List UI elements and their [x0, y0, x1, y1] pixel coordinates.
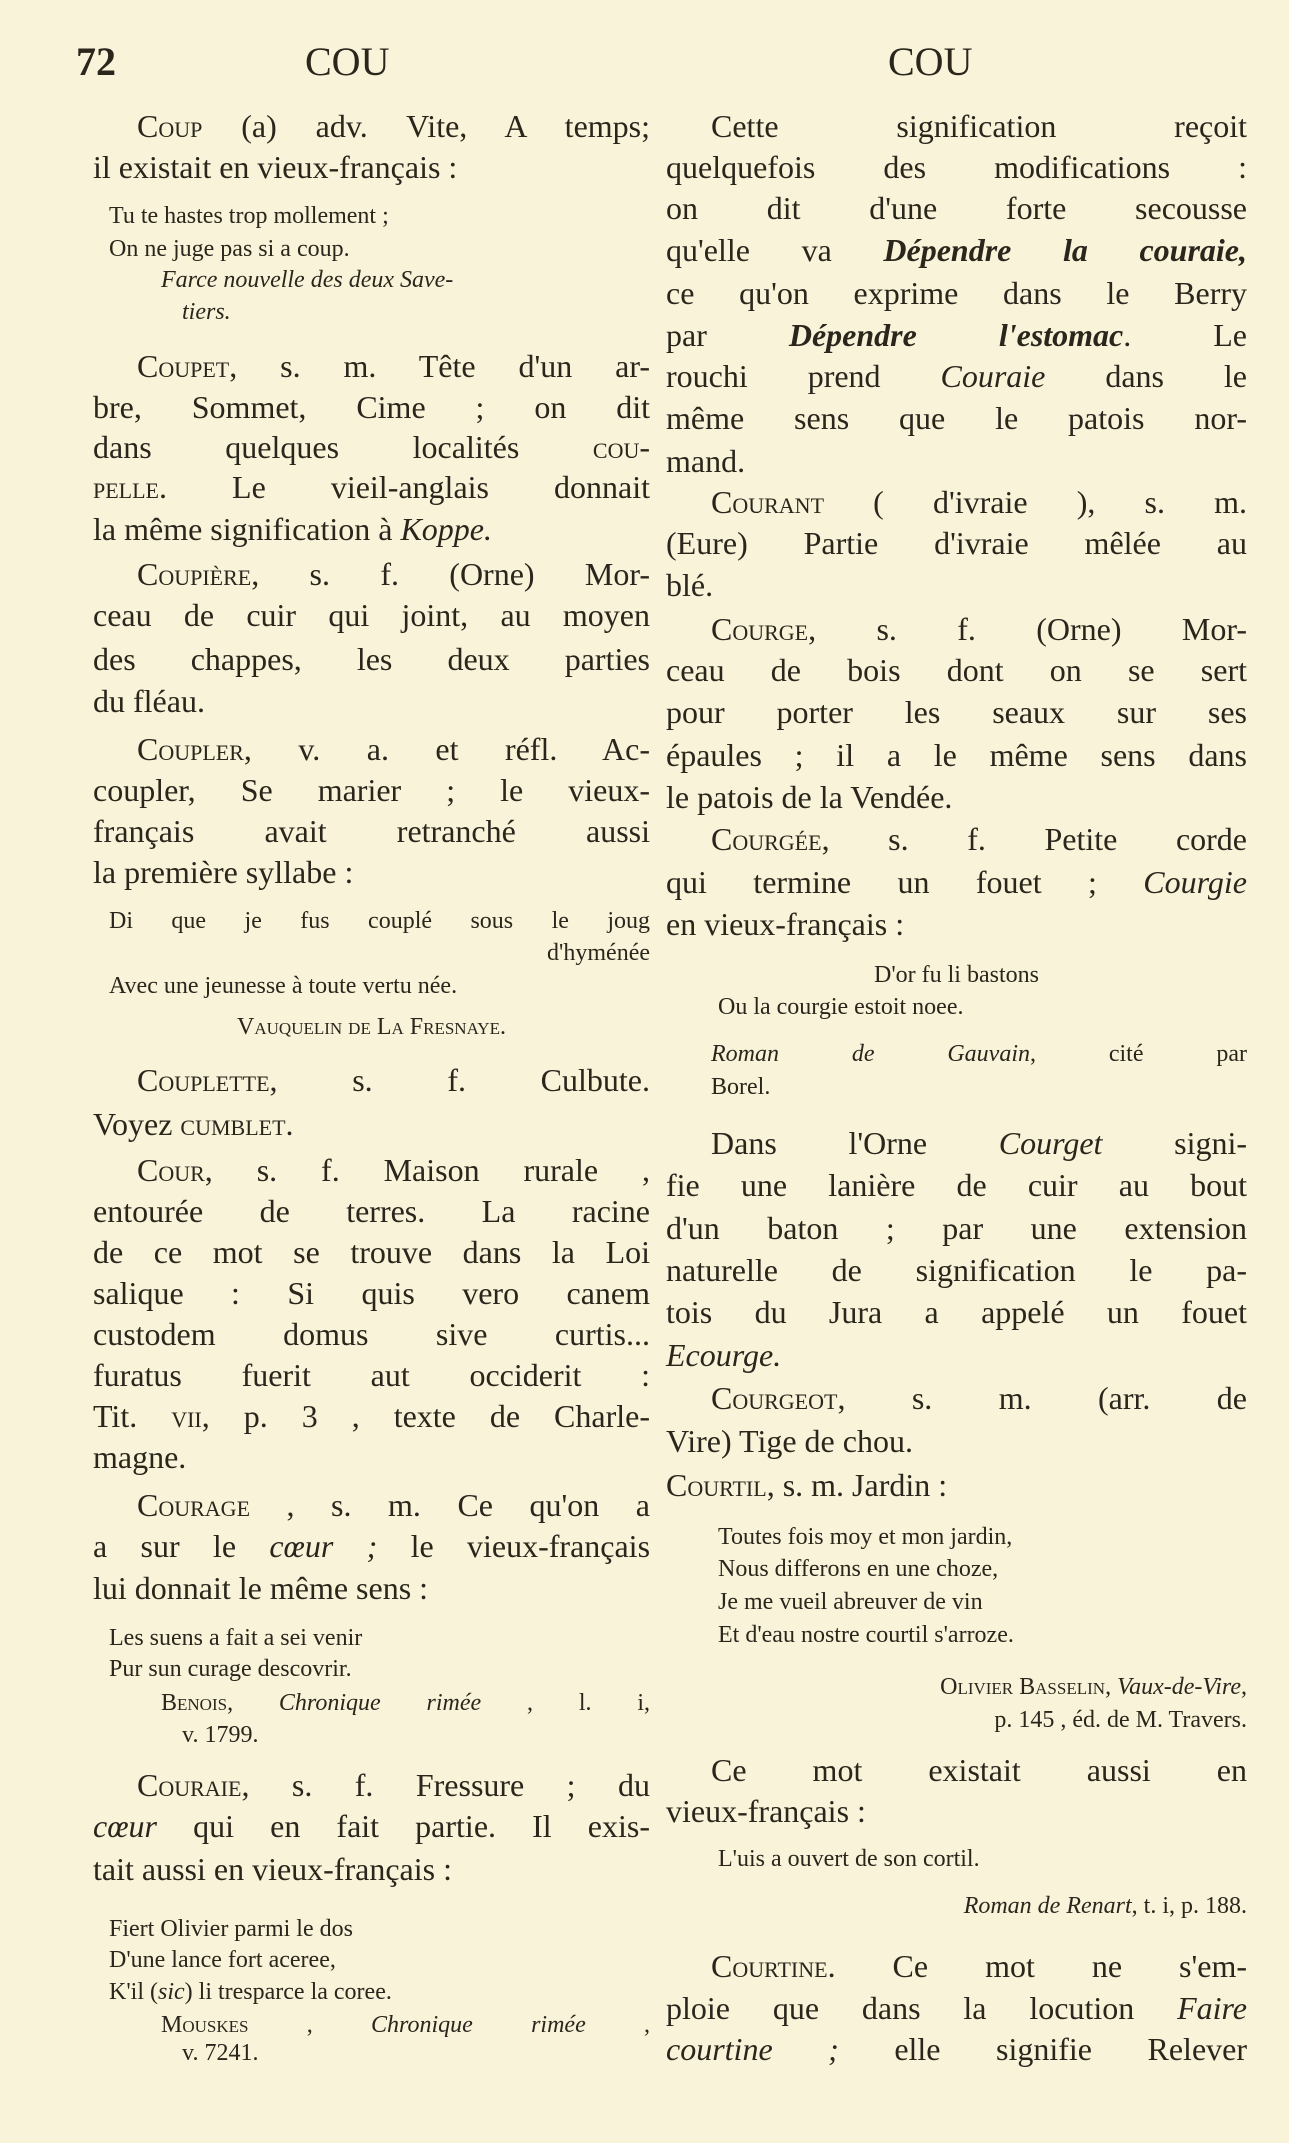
text-line [666, 1335, 1247, 1375]
text-segment: de ce mot se trouve dans la Loi [93, 1234, 650, 1271]
text-segment: Toutes fois moy et mon jardin, [718, 1523, 1013, 1550]
text-segment: quelquefois des modifications : [666, 148, 1247, 185]
headword: Mouskes [161, 2011, 249, 2038]
text-segment: , t. i, p. 188. [1131, 1892, 1247, 1919]
text-segment: D'or fu li bastons [874, 961, 1039, 988]
running-head-left: COU [305, 39, 390, 84]
text-segment: , [1241, 1673, 1247, 1700]
text-line [93, 1060, 650, 1100]
headword: Courage [137, 1487, 251, 1524]
text-segment: d'hyménée [547, 939, 650, 966]
text-segment: du fléau. [93, 683, 205, 720]
text-line [93, 639, 650, 679]
page-number: 72 [76, 39, 116, 84]
text-segment: , s. f. Fressure ; du [241, 1767, 650, 1804]
text-segment: le patois de la Vendée. [666, 778, 953, 815]
text-segment: des chappes, les deux parties [93, 640, 650, 677]
headword: Couraie [137, 1767, 242, 1804]
text-line [666, 777, 1247, 817]
italic-text: Chronique rimée [278, 1690, 482, 1717]
text-segment: tois du Jura a appelé un fouet [666, 1294, 1247, 1331]
text-segment: dans le [1045, 357, 1247, 394]
text-line [93, 467, 650, 507]
text-line [666, 230, 1247, 270]
text-segment: , [227, 1690, 279, 1717]
text-segment: Ou la courgie estoit noee. [718, 994, 964, 1021]
headword: Coupler [137, 731, 244, 768]
text-segment: mand. [666, 442, 746, 479]
headword: cou- [592, 429, 650, 465]
headword: Cour [137, 1152, 205, 1189]
text-segment: elle signifie Relever [838, 2031, 1248, 2068]
text-segment: Dans l'Orne [711, 1124, 999, 1161]
text-segment: , l. i, [481, 1690, 651, 1717]
text-line [666, 609, 1247, 649]
text-line [93, 1765, 650, 1805]
text-line [666, 862, 1247, 902]
text-segment: magne. [93, 1439, 187, 1476]
quotation-line [666, 1522, 1247, 1552]
citation-line [666, 1705, 1247, 1735]
text-line [93, 509, 650, 549]
text-segment: p. 145 , éd. de M. Travers. [994, 1706, 1247, 1733]
text-line [666, 482, 1247, 522]
text-segment: en vieux-français : [666, 906, 905, 943]
italic-text: tiers. [182, 298, 231, 325]
text-segment: , cité par [1030, 1040, 1247, 1067]
text-line [93, 770, 650, 810]
text-line [93, 147, 650, 187]
text-segment: Avec une jeunesse à toute vertu née. [109, 972, 458, 999]
headword: Courtine [711, 1947, 828, 1984]
text-segment: il existait en vieux-français : [93, 148, 458, 185]
text-line [93, 106, 650, 146]
text-line [666, 1421, 1247, 1461]
text-line [93, 1273, 650, 1313]
text-segment: . Ce mot ne s'em- [827, 1947, 1247, 1984]
text-segment: qu'elle va [666, 232, 884, 269]
text-segment: bre, Sommet, Cime ; on dit [93, 389, 650, 426]
text-line [666, 147, 1247, 187]
text-segment: naturelle de signification le pa- [666, 1251, 1247, 1288]
text-segment: On ne juge pas si a coup. [109, 235, 350, 262]
text-segment: . Le [1123, 316, 1247, 353]
italic-text: Farce nouvelle des deux Save- [161, 267, 454, 294]
text-segment: signi- [1102, 1124, 1247, 1161]
italic-text: Courgie [1143, 863, 1247, 900]
text-segment: Cette signification reçoit [711, 107, 1247, 144]
citation-line [93, 2038, 650, 2068]
text-line [666, 1465, 1247, 1505]
quotation-line [93, 1914, 650, 1944]
quotation-line [666, 992, 1247, 1022]
text-line [666, 398, 1247, 438]
text-segment: ploie que dans la locution [666, 1990, 1178, 2027]
text-segment: qui termine un fouet ; [666, 863, 1144, 900]
text-segment: . Le vieil-anglais donnait [159, 468, 650, 505]
headword: Olivier Basselin [940, 1673, 1106, 1700]
text-segment: v. 1799. [182, 1721, 259, 1748]
text-line [93, 346, 650, 386]
citation-line [93, 1012, 650, 1042]
headword: Courtil [666, 1466, 767, 1503]
text-line [93, 554, 650, 594]
text-segment: ce qu'on exprime dans le Berry [666, 274, 1247, 311]
text-line [666, 188, 1247, 228]
text-segment: dans quelques localités [93, 429, 593, 465]
citation-line [93, 1688, 650, 1718]
text-segment: , s. f. Petite corde [821, 821, 1247, 858]
text-segment: , s. f. Maison rurale , [204, 1152, 650, 1189]
text-line [666, 273, 1247, 313]
text-line [93, 1437, 650, 1477]
text-segment: D'une lance fort aceree, [109, 1947, 336, 1974]
text-segment: ) li tresparce la coree. [184, 1978, 392, 2005]
headword: Courant [711, 483, 825, 520]
text-line [666, 315, 1247, 355]
text-line [93, 1526, 650, 1566]
italic-text: Dépendre la couraie, [883, 232, 1247, 269]
text-segment: Vire) Tige de chou. [666, 1422, 913, 1459]
headword: pelle [93, 468, 159, 505]
text-line [666, 1165, 1247, 1205]
italic-text: cœur [93, 1808, 157, 1845]
text-line [93, 1568, 650, 1608]
italic-text: Roman de Gauvain [711, 1040, 1030, 1067]
text-segment: Tu te hastes trop mollement ; [109, 202, 389, 229]
text-segment: la même signification à [93, 511, 401, 548]
text-line [93, 1191, 650, 1231]
text-segment: , [585, 2011, 651, 2038]
text-segment: , s. m. (arr. de [837, 1380, 1247, 1417]
text-segment: Borel. [711, 1073, 771, 1100]
headword: Benois [161, 1690, 228, 1717]
text-line [666, 2029, 1247, 2069]
citation-line [666, 1039, 1247, 1069]
text-segment: custodem domus sive curtis... [93, 1316, 650, 1353]
text-line [666, 692, 1247, 732]
text-segment: Fiert Olivier parmi le dos [109, 1915, 353, 1942]
text-line [93, 1104, 650, 1144]
text-segment: , v. a. et réfl. Ac- [243, 731, 650, 768]
text-segment: ceau de bois dont on se sert [666, 651, 1247, 688]
text-line [666, 819, 1247, 859]
text-segment: vieux-français : [666, 1793, 866, 1830]
text-segment: épaules ; il a le même sens dans [666, 736, 1247, 773]
text-line [93, 852, 650, 892]
quotation-line [93, 1623, 650, 1653]
text-segment: , s. f. (Orne) Mor- [808, 610, 1247, 647]
quotation-line [666, 960, 1247, 990]
citation-line [93, 265, 650, 295]
citation-line [93, 297, 650, 327]
text-line [666, 1988, 1247, 2028]
quotation-line [666, 1554, 1247, 1584]
text-line [666, 1123, 1247, 1163]
quotation-line [93, 201, 650, 231]
text-segment: , [1105, 1673, 1118, 1700]
italic-text: sic [157, 1978, 185, 2005]
text-segment: d'un baton ; par une extension [666, 1209, 1247, 1246]
headword: Courgeot [711, 1380, 838, 1417]
text-segment: Et d'eau nostre courtil s'arroze. [718, 1621, 1014, 1648]
text-line [666, 735, 1247, 775]
italic-text: Koppe. [400, 511, 492, 548]
text-segment: pour porter les seaux sur ses [666, 694, 1247, 731]
italic-text: Roman de Renart [963, 1892, 1132, 1919]
text-segment: a sur le [93, 1528, 270, 1565]
text-segment: entourée de terres. La racine [93, 1193, 650, 1230]
text-line [93, 427, 650, 467]
text-segment: ceau de cuir qui joint, au moyen [93, 597, 650, 634]
text-segment: Tit. [93, 1398, 172, 1435]
italic-text: Couraie [940, 357, 1046, 394]
text-segment: lui donnait le même sens : [93, 1570, 429, 1607]
text-segment: on dit d'une forte secousse [666, 189, 1247, 226]
text-segment: , s. f. (Orne) Mor- [251, 556, 650, 593]
text-segment: Voyez [93, 1105, 181, 1142]
headword: Couplette [137, 1061, 270, 1098]
running-head-right: COU [888, 39, 973, 84]
quotation-line [93, 1654, 650, 1684]
citation-line [93, 1720, 650, 1750]
text-line [666, 1378, 1247, 1418]
headword: cumblet. [180, 1105, 294, 1142]
italic-text: Chronique rimée [371, 2011, 586, 2038]
text-line [93, 811, 650, 851]
text-line [666, 1292, 1247, 1332]
text-line [666, 106, 1247, 146]
headword: Courgée [711, 821, 822, 858]
text-line [93, 595, 650, 635]
text-segment: L'uis a ouvert de son cortil. [718, 1846, 980, 1873]
quotation-line [93, 234, 650, 264]
text-line [666, 904, 1247, 944]
text-segment: furatus fuerit aut occiderit : [93, 1357, 650, 1394]
text-segment: , s. m. Tête d'un ar- [229, 348, 650, 385]
text-line [93, 1849, 650, 1889]
citation-line [666, 1672, 1247, 1702]
headword: Courge [711, 610, 809, 647]
text-segment: , [248, 2011, 372, 2038]
italic-text: Courget [998, 1124, 1103, 1161]
headword: Coupière [137, 556, 252, 593]
text-segment: fie une lanière de cuir au bout [666, 1167, 1247, 1204]
text-segment: Di que je fus couplé sous le joug [109, 908, 650, 935]
text-line [93, 387, 650, 427]
text-line [666, 565, 1247, 605]
text-line [93, 729, 650, 769]
citation-line [666, 1072, 1247, 1102]
text-segment: , s. m. Jardin : [766, 1466, 948, 1503]
quotation-line [93, 938, 650, 968]
text-segment: (Eure) Partie d'ivraie mêlée au [666, 524, 1247, 561]
text-segment: , s. f. Culbute. [269, 1061, 650, 1098]
italic-text: courtine ; [666, 2031, 839, 2068]
text-segment: qui en fait partie. Il exis- [157, 1808, 650, 1845]
italic-text: Dépendre l'estomac [788, 316, 1124, 353]
citation-line [93, 2010, 650, 2040]
text-segment: salique : Si quis vero canem [93, 1275, 650, 1312]
text-line [93, 1232, 650, 1272]
text-line [666, 523, 1247, 563]
text-line [93, 1485, 650, 1525]
text-line [666, 1946, 1247, 1986]
text-segment: Nous differons en une choze, [718, 1556, 999, 1583]
text-line [93, 1806, 650, 1846]
text-segment: le vieux-français [377, 1528, 651, 1565]
italic-text: Faire [1177, 1990, 1247, 2027]
headword: Vauquelin de La Fresnaye. [237, 1013, 506, 1040]
quotation-line [666, 1620, 1247, 1650]
quotation-line [93, 1945, 650, 1975]
text-segment: Ce mot existait aussi en [711, 1752, 1247, 1789]
text-line [666, 441, 1247, 481]
text-line [666, 356, 1247, 396]
quotation-line [666, 1587, 1247, 1617]
text-line [666, 1750, 1247, 1790]
headword: Coup [137, 107, 203, 144]
text-segment: v. 7241. [182, 2040, 259, 2067]
text-segment: Les suens a fait a sei venir [109, 1624, 363, 1651]
text-segment: par [666, 316, 789, 353]
text-line [666, 650, 1247, 690]
text-segment: français avait retranché aussi [93, 813, 650, 850]
text-segment: Pur sun curage descovrir. [109, 1656, 352, 1683]
text-line [666, 1250, 1247, 1290]
text-segment: blé. [666, 567, 714, 604]
italic-text: Ecourge. [666, 1336, 782, 1373]
text-segment: rouchi prend [666, 357, 941, 394]
text-segment: la première syllabe : [93, 854, 354, 891]
text-line [93, 1396, 650, 1436]
text-line [93, 1314, 650, 1354]
text-segment: (a) adv. Vite, A temps; [202, 107, 650, 144]
italic-text: Vaux-de-Vire [1117, 1673, 1241, 1700]
text-segment: K'il ( [109, 1978, 158, 2005]
quotation-line [93, 1977, 650, 2007]
text-line [666, 1208, 1247, 1248]
quotation-line [93, 971, 650, 1001]
text-segment: Je me vueil abreuver de vin [718, 1589, 983, 1616]
text-line [93, 1150, 650, 1190]
text-line [666, 1791, 1247, 1831]
text-line [93, 1355, 650, 1395]
italic-text: cœur ; [269, 1528, 378, 1565]
text-segment: , p. 3 , texte de Charle- [201, 1398, 651, 1435]
citation-line [666, 1891, 1247, 1921]
quotation-line [666, 1844, 1247, 1874]
text-segment: , s. m. Ce qu'on a [250, 1487, 650, 1524]
text-segment: même sens que le patois nor- [666, 400, 1247, 437]
text-segment: ( d'ivraie ), s. m. [824, 483, 1247, 520]
text-segment: coupler, Se marier ; le vieux- [93, 772, 650, 809]
headword: vii [171, 1398, 202, 1435]
quotation-line [93, 906, 650, 936]
headword: Coupet [137, 348, 230, 385]
text-segment: tait aussi en vieux-français : [93, 1850, 452, 1887]
text-line [93, 681, 650, 721]
